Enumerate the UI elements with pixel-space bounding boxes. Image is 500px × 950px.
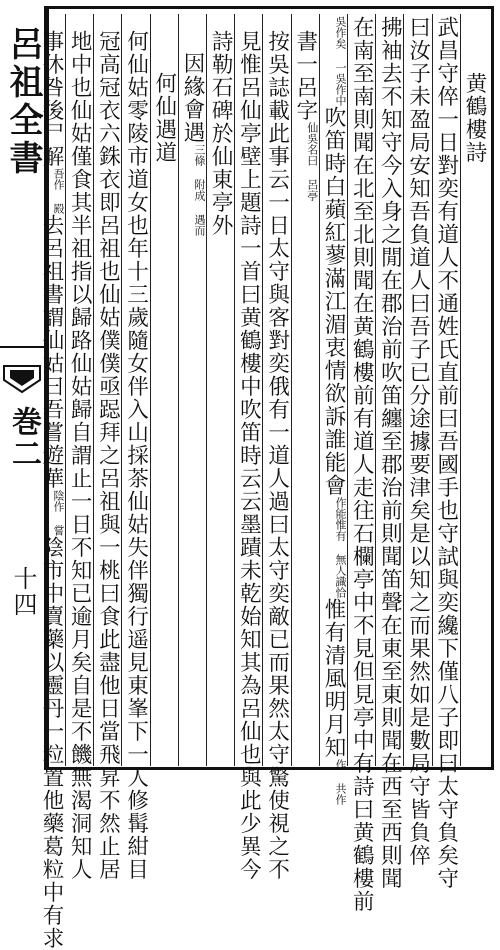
- text-column: 詩勒石碑於仙東亭外: [206, 14, 234, 766]
- text-column: 按吳誌載此事云一日太守與客對奕俄有一道人過曰太守奕敵已而果然太守驚使視之不: [262, 14, 290, 766]
- interlinear-note: 三條 附成 遇而: [192, 144, 206, 236]
- text-body: [38, 14, 488, 950]
- text-column: 何仙姑零陵市道女也年十三歲隨女伴入山採茶仙姑失伴獨行遥見東峯下一人修髯紺目: [121, 14, 149, 766]
- poem-line: 吹笛時白蘋紅蓼滿江湄衷情欲訴誰能會: [320, 106, 346, 497]
- text-column: [38, 14, 65, 950]
- section-heading: [178, 14, 206, 766]
- interlinear-note: 作 共作: [333, 759, 347, 805]
- interlinear-note: 吳作矣 一吳作中: [333, 16, 347, 106]
- inscription-line: 書一呂字: [292, 30, 318, 122]
- fish-tail-ornament-icon: [2, 362, 42, 402]
- interlinear-note: 作能惟有 無人識恰: [333, 497, 347, 598]
- interlinear-note: 陰作 嘗: [51, 490, 65, 536]
- interlinear-note: 仙吳名曰 呂亭: [305, 122, 319, 201]
- text-column: 在南至南則聞在北至北則聞在黄鶴樓前有道人走往石欄亭中不見但見亭中有詩曰黄鶴樓前: [347, 14, 375, 766]
- book-title: 呂祖全書: [3, 26, 43, 178]
- text-column: 見惟呂仙亭壁上題詩一首曰黄鶴樓中吹笛時云云墨蹟未乾始知其為呂仙也與此少異今: [234, 14, 262, 766]
- text-column: [319, 14, 347, 805]
- text-segment: 陰市中賣藥以靈丹一粒置他藥葛粒中有求: [38, 536, 64, 950]
- text-column: 武昌守倅一日對奕有道人不通姓氏直前曰吾國手也守試與奕纔下僅八子即曰太守負矣守: [432, 14, 460, 766]
- text-column: 地中也仙姑僅食其半祖指以歸路仙姑歸自謂止一日不知已逾月矣自是不饑無渴洞知人: [65, 14, 93, 766]
- text-column: 曰汝子未盈局安知吾負道人曰吾子已分途據要津矣是以知之而果然如是數局守皆負倅: [403, 14, 431, 766]
- volume-label: 巻二: [6, 406, 41, 470]
- text-column: [291, 14, 319, 766]
- text-segment: 去呂祖書謂仙姑曰吾嘗遊華: [38, 214, 64, 490]
- interlinear-note: 吾作 殿: [51, 168, 65, 214]
- page-number: 十四: [9, 566, 37, 618]
- poem-line: 惟有清風明月知: [320, 598, 346, 759]
- subsection-heading: 何仙遇道: [150, 14, 178, 766]
- section-heading-text: 因緣會遇: [179, 52, 205, 144]
- text-segment: 事休咎後尸解: [38, 30, 64, 168]
- text-column: 拂袖去不知守今入身之閒在郡治前吹笛纏至郡治前則聞笛聲在東至東則聞在西至西則聞: [375, 14, 403, 766]
- text-column: 冠高冠衣六銖衣即呂祖也仙姑僕僕亟跽拜之呂祖與一桃曰食此盡他日當飛昇不然止居: [93, 14, 121, 766]
- poem-title: 黄鶴樓詩: [460, 14, 488, 766]
